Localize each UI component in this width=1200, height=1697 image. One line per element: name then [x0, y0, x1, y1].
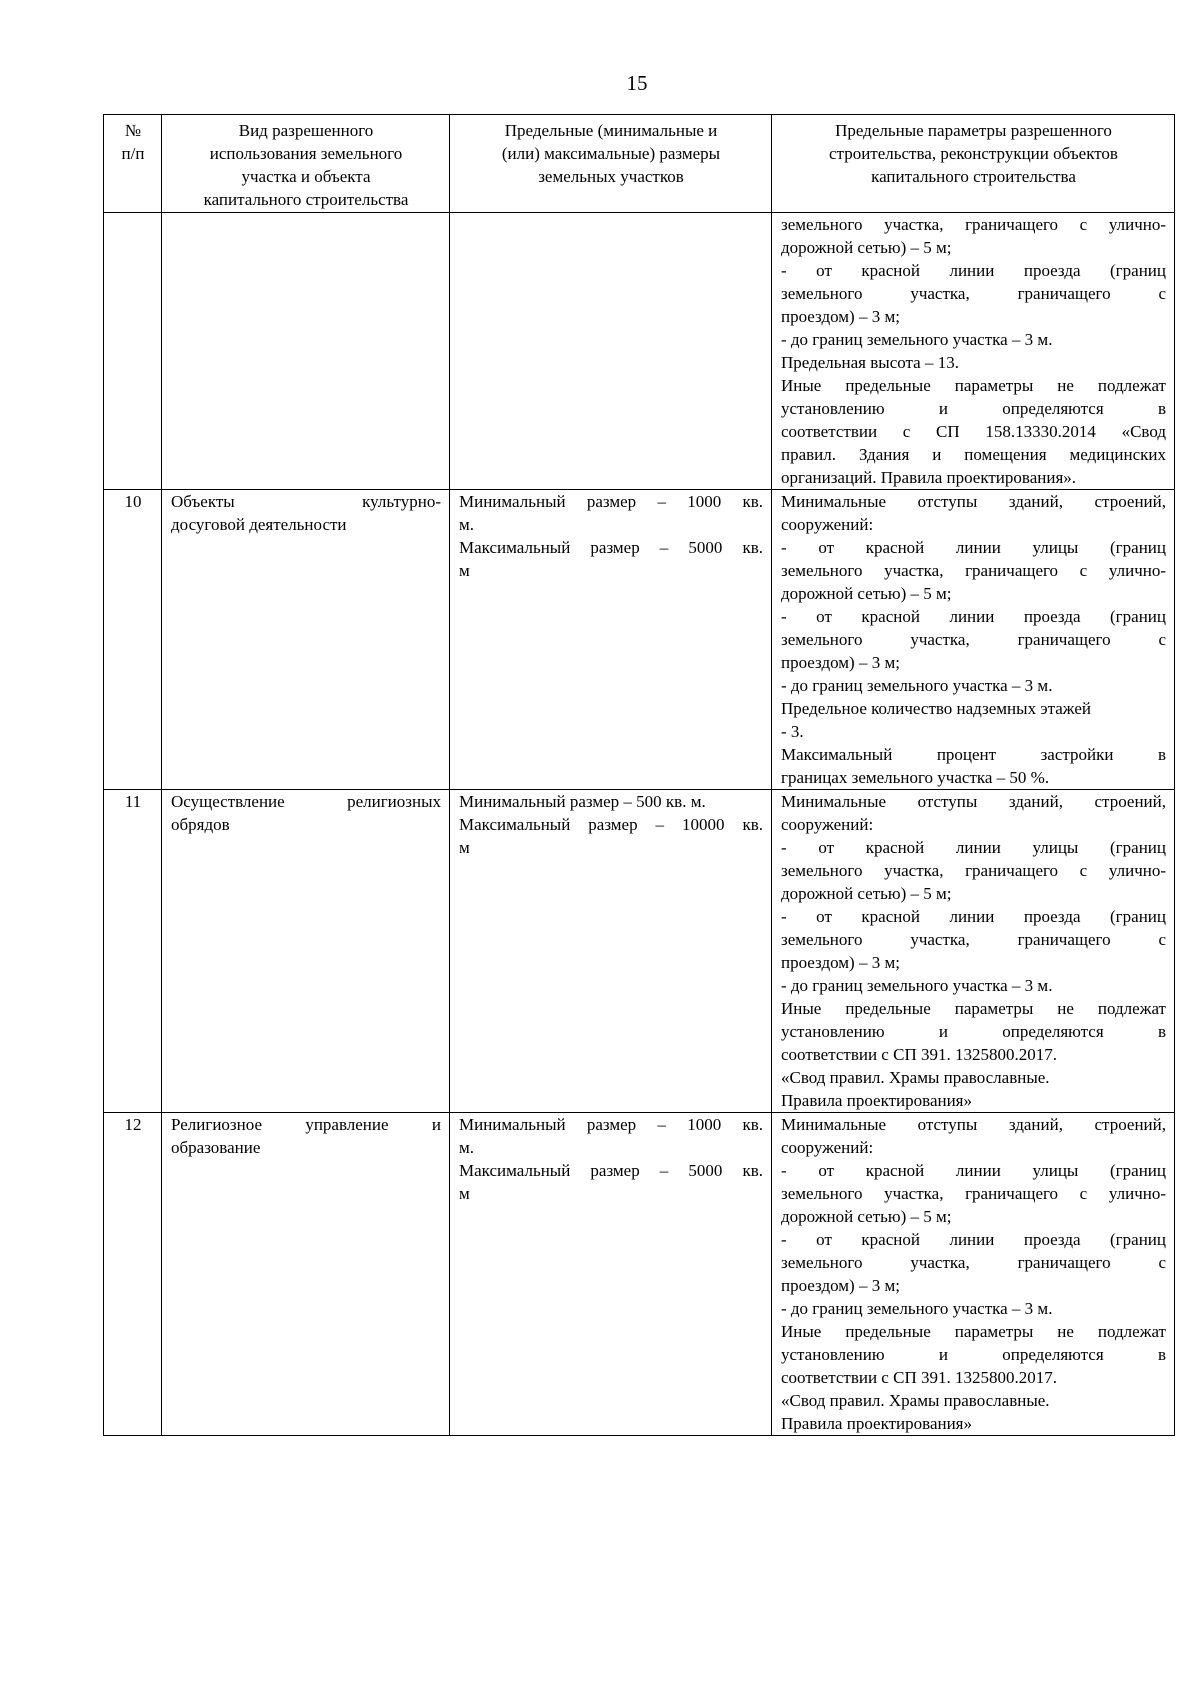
cell-line: - от красной линии улицы (границ: [781, 538, 1166, 557]
row-number: 11: [104, 790, 162, 1113]
cell-line: дорожной сетью) – 5 м;: [781, 584, 952, 603]
table-row: [104, 213, 1175, 490]
cell-line: - от красной линии проезда (границ: [781, 607, 1166, 626]
header-line: Предельные (минимальные и: [504, 121, 718, 140]
table-header-row: [104, 115, 1175, 213]
cell-line: соответствии с СП 158.13330.2014 «Свод: [781, 422, 1166, 441]
cell-line: Максимальный размер – 5000 кв.: [459, 1161, 763, 1180]
table-row: [104, 490, 1175, 790]
use-type-cell: [162, 1113, 450, 1436]
cell-line: соответствии с СП 391. 1325800.2017.: [781, 1045, 1057, 1064]
cell-line: земельного участка, граничащего с улично-: [781, 561, 1166, 580]
cell-line: дорожной сетью) – 5 м;: [781, 238, 952, 257]
cell-line: Правила проектирования»: [781, 1091, 973, 1110]
header-params: [772, 115, 1175, 213]
cell-line: земельного участка, граничащего с улично-: [781, 1184, 1166, 1203]
cell-line: Минимальные отступы зданий, строений,: [781, 792, 1166, 811]
table-row: [104, 790, 1175, 1113]
header-line: п/п: [121, 144, 145, 163]
cell-line: Минимальный размер – 500 кв. м.: [459, 792, 706, 811]
cell-line: Максимальный процент застройки в: [781, 745, 1166, 764]
cell-line: Минимальные отступы зданий, строений,: [781, 1115, 1166, 1134]
cell-line: м: [459, 561, 470, 580]
header-line: (или) максимальные) размеры: [501, 144, 721, 163]
header-num: [104, 115, 162, 213]
cell-line: земельного участка, граничащего с: [781, 930, 1166, 949]
cell-line: - от красной линии проезда (границ: [781, 907, 1166, 926]
header-line: Предельные параметры разрешенного: [835, 121, 1112, 140]
cell-line: установлению и определяются в: [781, 1022, 1166, 1041]
cell-line: правил. Здания и помещения медицинских: [781, 445, 1166, 464]
cell-line: м.: [459, 515, 475, 534]
cell-line: сооружений:: [781, 1138, 874, 1157]
cell-line: установлению и определяются в: [781, 1345, 1166, 1364]
row-number: 10: [104, 490, 162, 790]
cell-line: сооружений:: [781, 815, 874, 834]
cell-line: м: [459, 1184, 470, 1203]
row-number: 12: [104, 1113, 162, 1436]
cell-line: дорожной сетью) – 5 м;: [781, 1207, 952, 1226]
cell-line: Объекты культурно-: [171, 492, 441, 511]
cell-line: проездом) – 3 м;: [781, 953, 900, 972]
cell-line: границах земельного участка – 50 %.: [781, 768, 1050, 787]
cell-line: «Свод правил. Храмы православные.: [781, 1391, 1050, 1410]
cell-line: Максимальный размер – 10000 кв.: [459, 815, 763, 834]
cell-line: дорожной сетью) – 5 м;: [781, 884, 952, 903]
row-number: [104, 213, 162, 490]
use-type-cell: [162, 490, 450, 790]
cell-line: сооружений:: [781, 515, 874, 534]
params-cell: [772, 213, 1175, 490]
cell-line: - до границ земельного участка – 3 м.: [781, 676, 1053, 695]
cell-line: образование: [171, 1138, 261, 1157]
cell-line: - до границ земельного участка – 3 м.: [781, 976, 1053, 995]
cell-line: - от красной линии улицы (границ: [781, 838, 1166, 857]
cell-line: - 3.: [781, 722, 804, 741]
header-line: №: [124, 121, 142, 140]
cell-line: Минимальный размер – 1000 кв.: [459, 492, 763, 511]
cell-line: - до границ земельного участка – 3 м.: [781, 330, 1053, 349]
params-cell: [772, 490, 1175, 790]
cell-line: - до границ земельного участка – 3 м.: [781, 1299, 1053, 1318]
cell-line: проездом) – 3 м;: [781, 1276, 900, 1295]
params-cell: [772, 790, 1175, 1113]
header-line: Вид разрешенного: [238, 121, 374, 140]
cell-line: Иные предельные параметры не подлежат: [781, 999, 1166, 1018]
header-line: капитального строительства: [871, 167, 1076, 186]
use-type-cell: [162, 213, 450, 490]
sizes-cell: [450, 790, 772, 1113]
header-line: строительства, реконструкции объектов: [829, 144, 1118, 163]
cell-line: установлению и определяются в: [781, 399, 1166, 418]
header-line: земельных участков: [538, 167, 684, 186]
header-line: участка и объекта: [241, 167, 371, 186]
cell-line: соответствии с СП 391. 1325800.2017.: [781, 1368, 1057, 1387]
header-line: использования земельного: [209, 144, 403, 163]
sizes-cell: [450, 490, 772, 790]
cell-line: Максимальный размер – 5000 кв.: [459, 538, 763, 557]
cell-line: Иные предельные параметры не подлежат: [781, 376, 1166, 395]
header-use-type: [162, 115, 450, 213]
cell-line: обрядов: [171, 815, 230, 834]
header-line: капитального строительства: [203, 190, 409, 209]
cell-line: - от красной линии улицы (границ: [781, 1161, 1166, 1180]
cell-line: Предельная высота – 13.: [781, 353, 959, 372]
params-cell: [772, 1113, 1175, 1436]
use-type-cell: [162, 790, 450, 1113]
cell-line: земельного участка, граничащего с: [781, 1253, 1166, 1272]
cell-line: Предельное количество надземных этажей: [781, 699, 1091, 718]
cell-line: Минимальный размер – 1000 кв.: [459, 1115, 763, 1134]
sizes-cell: [450, 213, 772, 490]
table-row: [104, 1113, 1175, 1436]
sizes-cell: [450, 1113, 772, 1436]
cell-line: - от красной линии проезда (границ: [781, 261, 1166, 280]
cell-line: земельного участка, граничащего с: [781, 284, 1166, 303]
cell-line: Осуществление религиозных: [171, 792, 441, 811]
cell-line: досуговой деятельности: [171, 515, 347, 534]
cell-line: Правила проектирования»: [781, 1414, 973, 1433]
cell-line: - от красной линии проезда (границ: [781, 1230, 1166, 1249]
cell-line: м.: [459, 1138, 475, 1157]
cell-line: Религиозное управление и: [171, 1115, 441, 1134]
land-use-table: [103, 114, 1175, 1436]
header-sizes: [450, 115, 772, 213]
cell-line: земельного участка, граничащего с улично-: [781, 215, 1166, 234]
cell-line: Минимальные отступы зданий, строений,: [781, 492, 1166, 511]
page-number: 15: [626, 71, 648, 95]
cell-line: м: [459, 838, 470, 857]
cell-line: проездом) – 3 м;: [781, 653, 900, 672]
table-body: [104, 213, 1175, 1436]
cell-line: «Свод правил. Храмы православные.: [781, 1068, 1050, 1087]
cell-line: земельного участка, граничащего с улично-: [781, 861, 1166, 880]
cell-line: Иные предельные параметры не подлежат: [781, 1322, 1166, 1341]
cell-line: проездом) – 3 м;: [781, 307, 900, 326]
cell-line: организаций. Правила проектирования».: [781, 468, 1077, 487]
cell-line: земельного участка, граничащего с: [781, 630, 1166, 649]
